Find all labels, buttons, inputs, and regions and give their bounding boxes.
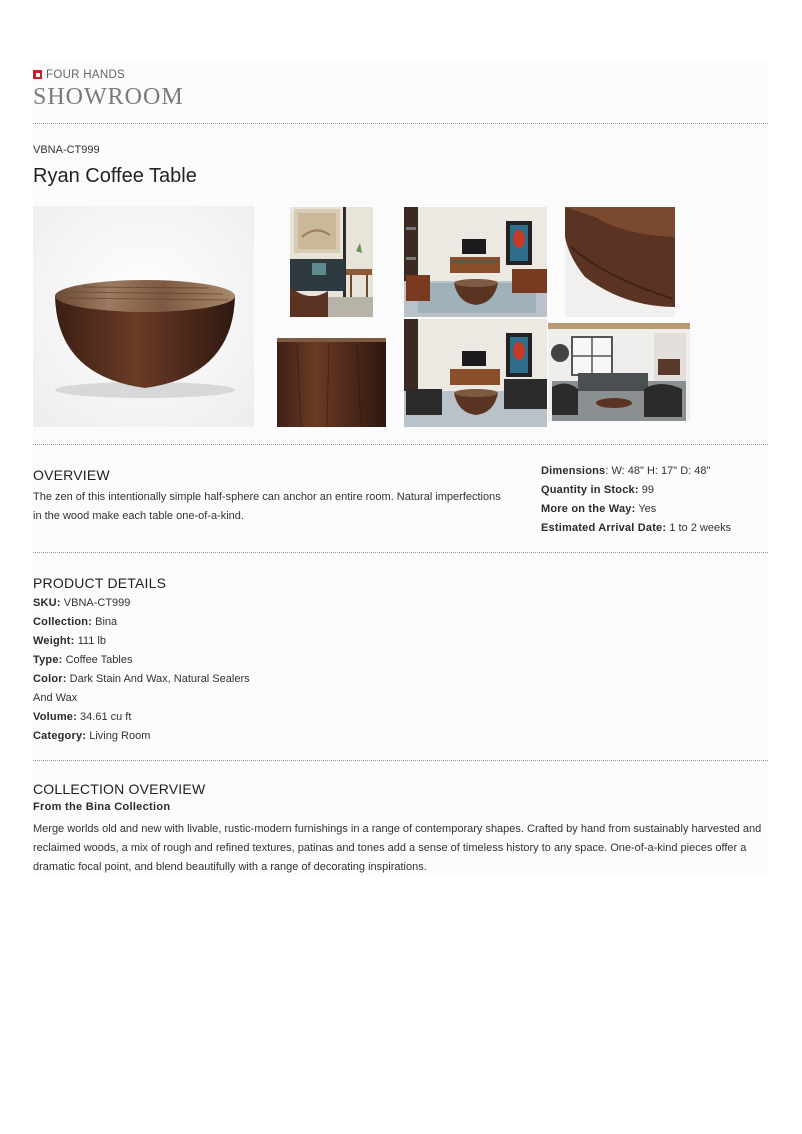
- detail-value: Dark Stain And Wax, Natural Sealers: [69, 673, 250, 685]
- detail-type: [33, 651, 250, 670]
- detail-label: Type:: [33, 654, 63, 666]
- product-sku: VBNA-CT999: [33, 144, 100, 156]
- detail-value: Coffee Tables: [65, 654, 133, 666]
- collection-text: [33, 820, 761, 877]
- detail-color-cont: [33, 689, 250, 708]
- showroom-title: SHOWROOM: [33, 84, 184, 110]
- collection-line: dramatic focal point, and blend beautifully with a range of decorating inspirations.: [33, 861, 427, 873]
- spec-label: Dimensions: [541, 465, 606, 477]
- divider: [33, 123, 768, 124]
- detail-label: Collection:: [33, 616, 93, 628]
- spec-separator: :: [605, 465, 612, 477]
- spec-value: W: 48" H: 17" D: 48": [611, 465, 711, 477]
- product-details-list: [33, 594, 250, 746]
- detail-value: 34.61 cu ft: [80, 711, 132, 723]
- spec-value: 99: [641, 484, 655, 496]
- product-title: Ryan Coffee Table: [33, 165, 197, 187]
- spec-value: Yes: [638, 503, 657, 515]
- spec-label: Quantity in Stock:: [541, 484, 639, 496]
- spec-dimensions: [541, 462, 731, 481]
- thumbnail-image-5: [404, 319, 547, 427]
- spec-arrival: [541, 519, 731, 538]
- brand-mark-icon: [33, 70, 42, 79]
- spec-list: [541, 462, 731, 538]
- overview-line: The zen of this intentionally simple half-sphere can anchor an entire room. Natural imperfections: [33, 491, 501, 503]
- detail-label: Color:: [33, 673, 67, 685]
- spec-quantity: [541, 481, 731, 500]
- overview-heading: OVERVIEW: [33, 467, 110, 483]
- detail-label: Volume:: [33, 711, 77, 723]
- thumbnail-image-1: [290, 207, 373, 317]
- collection-subheading: From the Bina Collection: [33, 801, 171, 813]
- brand-logo: [33, 68, 184, 111]
- spec-label: Estimated Arrival Date:: [541, 522, 667, 534]
- thumbnail-image-3: [565, 207, 675, 317]
- spec-label: More on the Way:: [541, 503, 636, 515]
- spec-more-on-way: [541, 500, 731, 519]
- detail-color: [33, 670, 250, 689]
- product-details-heading: PRODUCT DETAILS: [33, 575, 167, 591]
- detail-weight: [33, 632, 250, 651]
- overview-line: in the wood make each table one-of-a-kind.: [33, 510, 244, 522]
- detail-volume: [33, 708, 250, 727]
- detail-collection: [33, 613, 250, 632]
- detail-value: Bina: [95, 616, 118, 628]
- divider: [33, 760, 768, 761]
- overview-text: [33, 488, 501, 526]
- detail-value: And Wax: [33, 692, 78, 704]
- collection-overview-heading: COLLECTION OVERVIEW: [33, 781, 206, 797]
- detail-value: VBNA-CT999: [63, 597, 131, 609]
- divider: [33, 444, 768, 445]
- detail-value: 111 lb: [77, 635, 106, 647]
- divider: [33, 552, 768, 553]
- thumbnail-image-4: [277, 338, 386, 427]
- collection-line: Merge worlds old and new with livable, rustic-modern furnishings in a range of contemporary shapes. Crafted by hand from sustainably harvested and: [33, 823, 762, 835]
- collection-line: reclaimed woods, a mix of rough and refined textures, patinas and tones add a sense of timeless history to any space. One-of-a-kind pieces offer a: [33, 842, 747, 854]
- detail-category: [33, 727, 250, 746]
- detail-sku: [33, 594, 250, 613]
- detail-label: Weight:: [33, 635, 75, 647]
- thumbnail-image-2: [404, 207, 547, 317]
- detail-label: Category:: [33, 730, 87, 742]
- detail-value: Living Room: [89, 730, 151, 742]
- brand-name: FOUR HANDS: [46, 68, 126, 81]
- thumbnail-image-6: [548, 323, 690, 421]
- spec-value: 1 to 2 weeks: [669, 522, 732, 534]
- main-product-image: [33, 206, 254, 427]
- detail-label: SKU:: [33, 597, 61, 609]
